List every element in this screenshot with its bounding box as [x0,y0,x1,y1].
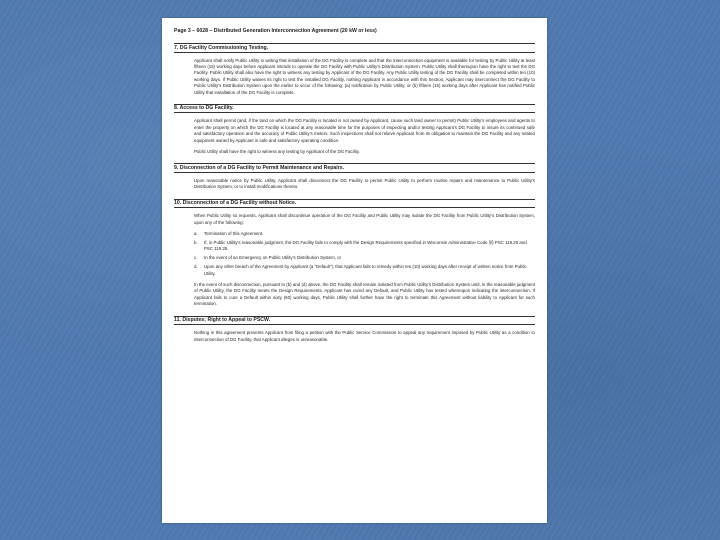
section-paragraph: Nothing in this agreement prevents Applicant from filing a petition with the Public Service Commission to appeal any requirement imposed by Public Utility as a condition to interconnection of DG Facility, that Applicant alleges is unreasonable. [194,330,535,342]
section-paragraph: In the event of such disconnection, pursuant to (b) and (d) above, the DG Facility shall remain isolated from Public Utility’s Distribution System until, in the reasonable judgment of Public Utility, the DG Facility meets the Design Requirements. Applicant has cured any Default, and Public Utility has tested whereupon indicating the interconnection. If Applicant fails to cure a Default within sixty (60) working days, Public Utility shall further have the right to terminate this Agreement without liability to Applicant for such termination. [194,282,535,307]
section-paragraph: Applicant shall notify Public Utility in writing that installation of the DG Facility is complete and that the interconnection equipment is available for testing by Public Utility at least fifteen (15) working days before Applicant intends to operate the DG Facility with Public Utility’s Distribution System. Public Utility shall thereupon have the right to test the DG Facility. Public Utility shall also have the right to witness any testing by Applicant of the DG Facility. Any Public Utility testing of the DG Facility shall be completed within ten (10) working days. If Public Utility waives its right to test the installed DG Facility, nothing Applicant in accordance with this Section, Applicant may interconnect the DG Facility to Public Utility’s Distribution System upon the earlier to occur of the following: (a) notification by Public Utility; or (b) fifteen (15) working days after Applicant has notified Public Utility that installation of the DG Facility is complete. [194,57,535,95]
section-heading: 10. Disconnection of a DG Facility without Notice. [174,199,535,209]
list-text: Upon any other breach of the Agreement by Applicant (a “Default”), that Applicant fails to remedy within ten (10) working days after receipt of written notice from Public Utility. [204,264,527,276]
section [174,199,535,308]
condition-list [194,231,535,277]
section-paragraph: Public Utility shall have the right to witness any testing by Applicant of the DG Facility. [194,149,360,155]
section [174,316,535,343]
section-paragraph: Applicant shall permit (and, if the land on which the DG Facility is located is not owned by Applicant, cause such land owner to permit) Public Utility’s employees and agents to enter the property on which the DG Facility is located at any reasonable time for the purposes of inspecting and/or testing Applicant’s DG Facility to insure its continued safe and satisfactory operation and the accuracy of Public Utility’s meters. Such inspections shall not relieve Applicant from its obligation to maintain the DG Facility and any related equipment owned by Applicant in safe and satisfactory operating condition. [194,118,535,143]
list-marker: a. [194,231,198,237]
sections-container [174,43,535,343]
section-heading: 11. Disputes; Right to Appeal to PSCW. [174,316,535,326]
section-paragraph: Upon reasonable notice by Public Utility, Applicant shall disconnect the DG Facility to permit Public Utility to perform routine repairs and maintenance to Public Utility’s Distribution System, or to install modifications thereto. [194,177,535,190]
list-text: If, in Public Utility’s reasonable judgment, the DG Facility fails to comply with the Design Requirements specified in Wisconsin Administrative Code §§ PSC 119.20 and PSC 119.25. [204,240,527,252]
section-heading: 8. Access to DG Facility. [174,104,535,114]
section [174,163,535,190]
list-item [194,264,535,277]
section [174,43,535,96]
section-heading: 7. DG Facility Commissioning Testing. [174,43,535,53]
document-page [162,18,547,523]
page-header: Page 3 – 6028 – Distributed Generation Interconnection Agreement (20 kW or less) [174,28,377,34]
list-item [194,255,535,261]
list-text: Termination of this Agreement. [204,231,264,237]
list-marker: d. [194,264,198,270]
section-paragraph: When Public Utility so requests, Applicant shall discontinue operation of the DG Facility and Public Utility may isolate the DG Facility from Public Utility’s Distribution System, upon any of the following: [194,213,535,225]
list-text: In the event of an Emergency on Public Utility’s Distribution System, or [204,255,342,261]
list-marker: b. [194,240,198,245]
section [174,104,535,156]
section-heading: 9. Disconnection of a DG Facility to Permit Maintenance and Repairs. [174,163,535,173]
list-marker: c. [194,255,198,261]
list-item [194,240,535,253]
list-item [194,231,535,237]
